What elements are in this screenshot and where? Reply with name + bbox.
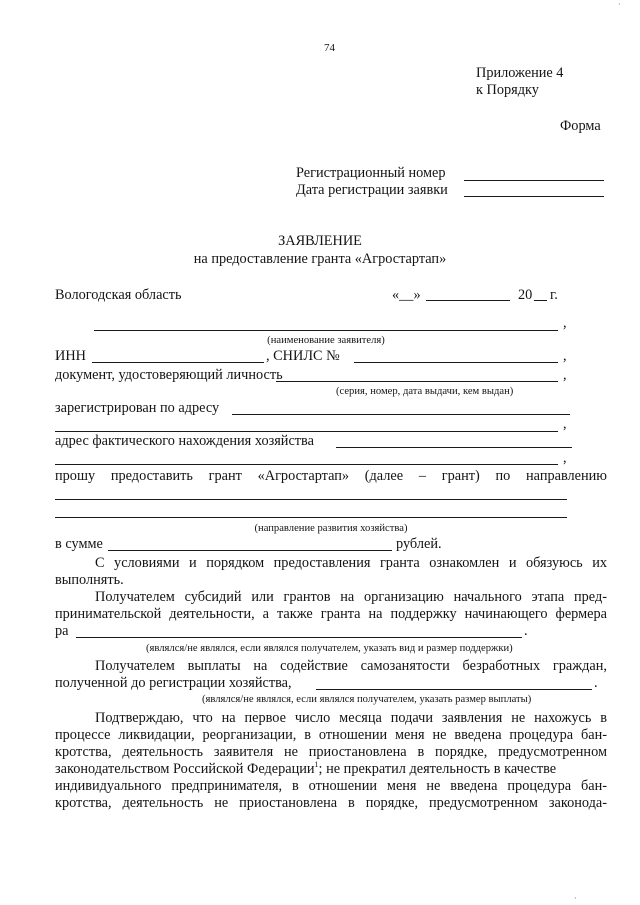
id-document-line[interactable] <box>276 381 558 382</box>
appendix-title: Приложение 4 <box>476 65 564 81</box>
id-document-hint: (серия, номер, дата выдачи, кем выдан) <box>336 386 514 397</box>
applicant-comma: , <box>563 315 567 331</box>
snils-line[interactable] <box>354 362 558 363</box>
date-day: «__» <box>392 287 421 303</box>
subsidy-hint: (являлся/не являлся, если являлся получателем, указать вид и размер поддержки) <box>146 643 513 654</box>
registration-date-label: Дата регистрации заявки <box>296 182 448 198</box>
confirm-line-2: процессе ликвидации, реорганизации, в отношении меня не введена процедура бан- <box>55 727 607 743</box>
confirm-line-4-text: законодательством Российской Федерации <box>55 761 315 777</box>
snils-comma: , <box>563 348 567 364</box>
direction-line-2[interactable] <box>55 517 567 518</box>
self-employment-hint: (являлся/не являлся, если являлся получателем, указать размер выплаты) <box>202 694 532 705</box>
confirm-line-3: кротства, деятельность заявителя не приостановлена в порядке, предусмотренном <box>55 744 607 760</box>
reg-address-line-1[interactable] <box>232 414 570 415</box>
document-subtitle: на предоставление гранта «Агростартап» <box>193 251 447 267</box>
actual-address-line-1[interactable] <box>336 447 572 448</box>
appendix-subtitle: к Порядку <box>476 82 539 98</box>
form-label: Форма <box>560 118 601 134</box>
sum-line[interactable] <box>108 550 392 551</box>
page-number: 74 <box>324 42 335 54</box>
applicant-hint: (наименование заявителя) <box>267 335 385 346</box>
self-employment-answer-line[interactable] <box>316 689 592 690</box>
footnote-marker[interactable]: 1 <box>314 760 319 770</box>
confirm-line-6: кротства, деятельность не приостановлена в порядке, предусмотренном законода- <box>55 795 607 811</box>
self-employment-line-2: полученной до регистрации хозяйства, <box>55 675 292 691</box>
sum-label: в сумме <box>55 536 103 552</box>
confirm-line-4-rest: ; не прекратил деятельность в качестве <box>318 761 557 777</box>
id-document-comma: , <box>563 367 567 383</box>
snils-label: , СНИЛС № <box>266 348 340 364</box>
confirm-line-4 <box>55 761 607 778</box>
region-label: Вологодская область <box>55 287 182 303</box>
direction-line-1[interactable] <box>55 499 567 500</box>
actual-address-comma: , <box>563 450 567 466</box>
reg-address-comma: , <box>563 416 567 432</box>
request-line: прошу предоставить грант «Агростартап» (далее – грант) по направлению <box>55 468 607 484</box>
date-month-line[interactable] <box>426 300 510 301</box>
applicant-name-line[interactable] <box>94 330 558 331</box>
subsidy-answer-line[interactable] <box>76 637 522 638</box>
reg-address-line-2[interactable] <box>55 431 558 432</box>
id-document-label: документ, удостоверяющий личность <box>55 367 283 383</box>
registration-number-label: Регистрационный номер <box>296 165 446 181</box>
reg-address-label: зарегистрирован по адресу <box>55 400 220 416</box>
subsidy-period: . <box>524 623 528 639</box>
date-year-prefix: 20 <box>518 287 533 303</box>
actual-address-line-2[interactable] <box>55 464 558 465</box>
actual-address-label: адрес фактического нахождения хозяйства <box>55 433 314 449</box>
registration-date-line[interactable] <box>464 196 604 197</box>
subsidy-line-3-prefix: ра <box>55 623 69 639</box>
scan-mark-top: · <box>618 0 621 9</box>
confirm-line-1: Подтверждаю, что на первое число месяца подачи заявления не нахожусь в <box>95 710 607 726</box>
sum-currency: рублей. <box>396 536 442 552</box>
self-employment-period: . <box>594 675 598 691</box>
registration-number-line[interactable] <box>464 180 604 181</box>
subsidy-line-1: Получателем субсидий или грантов на организацию начального этапа пред- <box>95 589 607 605</box>
inn-label: ИНН <box>55 348 86 364</box>
date-year-suffix: г. <box>550 287 558 303</box>
date-year-line[interactable] <box>534 300 547 301</box>
conditions-line-2: выполнять. <box>55 572 124 588</box>
inn-line[interactable] <box>92 362 264 363</box>
scan-mark-bottom: · <box>574 894 577 903</box>
document-title: ЗАЯВЛЕНИЕ <box>278 233 362 249</box>
confirm-line-5: индивидуального предпринимателя, в отношении меня не введена процедура бан- <box>55 778 607 794</box>
direction-hint: (направление развития хозяйства) <box>254 523 408 534</box>
self-employment-line-1: Получателем выплаты на содействие самозанятости безработных граждан, <box>95 658 607 674</box>
conditions-line-1: С условиями и порядком предоставления гранта ознакомлен и обязуюсь их <box>95 555 607 571</box>
subsidy-line-2: принимательской деятельности, а также гранта на поддержку начинающего фермера <box>55 606 607 622</box>
